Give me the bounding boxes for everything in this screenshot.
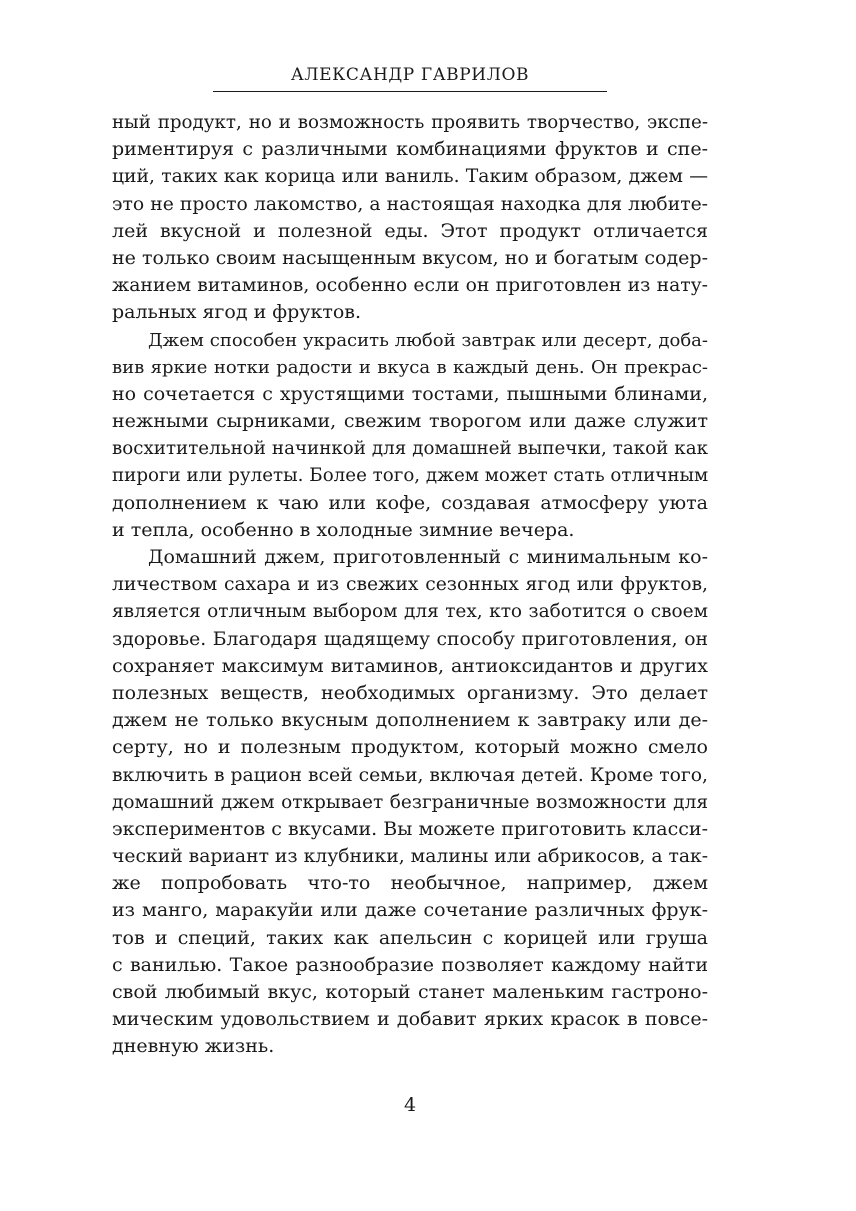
text-line: сохраняет максимум витаминов, антиоксидантов и других	[112, 654, 708, 677]
text-line: экспериментов с вкусами. Вы можете приготовить класси-	[112, 817, 708, 840]
text-line: нежными сырниками, свежим творогом или даже служит	[112, 410, 708, 433]
text-line: пироги или рулеты. Более того, джем может стать отличным	[112, 465, 709, 487]
text-line: лей вкусной и полезной еды. Этот продукт отличается	[112, 219, 708, 242]
text-line: восхитительной начинкой для домашней выпечки, такой как	[112, 438, 708, 460]
text-line: полезных веществ, необходимых организму. Это делает	[112, 681, 708, 704]
text-line: из манго, маракуйи или даже сочетание различных фрук-	[112, 899, 708, 922]
paragraph	[112, 327, 708, 545]
text-line: дневную жизнь.	[112, 1035, 275, 1058]
text-line: но сочетается с хрустящими тостами, пышными блинами,	[112, 382, 708, 405]
text-line: это не просто лакомство, а настоящая находка для любите-	[112, 193, 708, 215]
text-line: же попробовать что-то необычное, например, джем	[112, 872, 708, 895]
text-line: ральных ягод и фруктов.	[112, 301, 362, 324]
text-line: ций, таких как корица или ваниль. Таким образом, джем —	[112, 166, 708, 188]
text-line: и тепла, особенно в холодные зимние вечера.	[112, 518, 575, 541]
header-rule	[213, 91, 607, 92]
text-line: джем не только вкусным дополнением к завтраку или де-	[112, 709, 708, 732]
text-line: является отличным выбором для тех, кто заботится о своем	[112, 601, 708, 623]
paragraph	[112, 544, 708, 1061]
text-line: с ванилью. Такое разнообразие позволяет каждому найти	[112, 953, 708, 976]
text-line: жанием витаминов, особенно если он приготовлен из нату-	[112, 275, 708, 297]
text-line: дополнением к чаю или кофе, создавая атмосферу уюта	[112, 491, 708, 514]
text-line: свой любимый вкус, который станет маленьким гастроно-	[112, 981, 708, 1003]
page-number: 4	[403, 1094, 417, 1116]
text-line: включить в рацион всей семьи, включая детей. Кроме того,	[112, 764, 708, 786]
text-line: риментируя с различными комбинациями фруктов и спе-	[112, 138, 708, 161]
text-line: не только своим насыщенным вкусом, но и богатым содер-	[112, 246, 708, 269]
text-line: личеством сахара и из свежих сезонных ягод или фруктов,	[112, 574, 708, 596]
text-line: Домашний джем, приготовленный с минимальным ко-	[148, 546, 708, 568]
text-line: здоровье. Благодаря щадящему способу приготовления, он	[112, 628, 708, 650]
body-text	[112, 109, 708, 1061]
text-line: мическим удовольствием и добавит ярких красок в повсе-	[112, 1008, 708, 1031]
text-line: вив яркие нотки радости и вкуса в каждый день. Он прекрас-	[112, 356, 708, 378]
text-line: ческий вариант из клубники, малины или абрикосов, а так-	[112, 846, 709, 868]
text-line: домашний джем открывает безграничные возможности для	[112, 791, 708, 813]
text-line: ный продукт, но и возможность проявить творчество, экспе-	[112, 112, 708, 133]
running-header: АЛЕКСАНДР ГАВРИЛОВ	[290, 65, 530, 85]
paragraph	[112, 109, 708, 327]
text-line: Джем способен украсить любой завтрак или десерт, доба-	[148, 329, 708, 351]
text-line: тов и специй, таких как апельсин с корицей или груша	[112, 926, 708, 949]
text-line: серту, но и полезным продуктом, который можно смело	[112, 736, 708, 759]
